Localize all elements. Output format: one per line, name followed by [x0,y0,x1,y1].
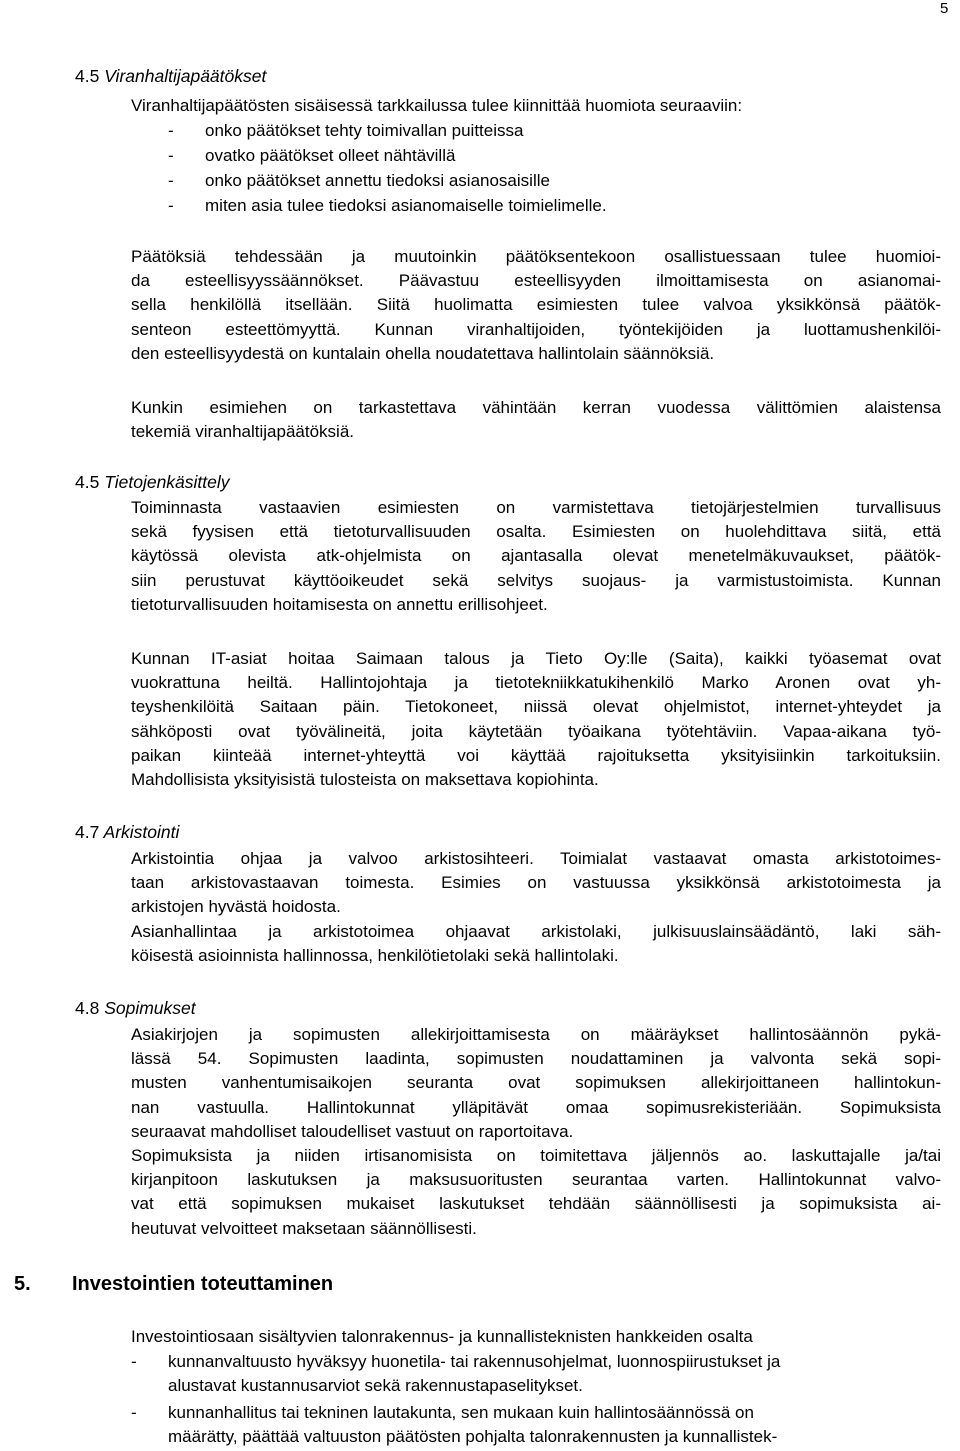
list-item-text: määrätty, päättää valtuuston päätösten pohjalta talonrakennusten ja kunnallistek- [168,1427,778,1446]
paragraph-line: sella henkilöllä itsellään. Siitä huolimatta esimiesten tulee valvoa yksikkönsä päätök- [131,295,941,315]
paragraph-line: siin perustuvat käyttöoikeudet sekä selvitys suojaus- ja varmistustoimista. Kunnan [131,570,941,590]
paragraph-line: seuraavat mahdolliset taloudelliset vastuut on raportoitava. [131,1121,574,1141]
paragraph-line: senteon esteettömyyttä. Kunnan viranhaltijoiden, työntekijöiden ja luottamushenkilöi- [131,319,941,339]
paragraph-line: tietoturvallisuuden hoitamisesta on annettu erillisohjeet. [131,594,548,614]
paragraph-line: paikan kiinteää internet-yhteyttä voi käyttää rajoituksetta yksityisiinkin tarkoituksiin. [131,745,941,765]
section-4-5-paragraph-1 [131,245,941,366]
paragraph-line: vuokrattuna heiltä. Hallintojohtaja ja tietotekniikkatukihenkilö Marko Aronen ovat yh- [131,673,941,693]
paragraph-line: taan arkistovastaavan toimesta. Esimies on vastuussa yksikkönsä arkistotoimesta ja [131,873,941,893]
section-4-5-intro [131,94,941,118]
paragraph-line: sekä fyysisen että tietoturvallisuuden osalta. Esimiesten on huolehdittava siitä, että [131,522,941,542]
paragraph-line: heutuvat velvoitteet maksetaan säännöllisesti. [131,1218,477,1238]
list-item-text: onko päätökset tehty toimivallan puitteissa [205,121,524,140]
list-item-text: alustavat kustannusarviot sekä rakennustapaselitykset. [168,1376,583,1395]
section-title: Investointien toteuttaminen [72,1273,334,1295]
section-heading-tietojenkasittely [75,472,230,493]
paragraph-line: Viranhaltijapäätösten sisäisessä tarkkailussa tulee kiinnittää huomiota seuraaviin: [131,96,743,115]
section-heading-5 [14,1273,334,1296]
section-5-intro [131,1325,941,1349]
section-tietojenkasittely-paragraph-1 [131,496,941,617]
list-item-text: ovatko päätökset olleet nähtävillä [205,146,456,165]
paragraph-line: kirjanpitoon laskutuksen ja maksusuoritusten seurantaa varten. Hallintokunnat valvo- [131,1170,941,1190]
section-title: Arkistointi [103,822,180,842]
paragraph-line: sähköposti ovat työvälineitä, joita käytetään työaikana työtehtäviin. Vapaa-aikana työ- [131,721,941,741]
section-number: 5. [14,1273,31,1295]
page-number: 5 [940,0,949,17]
section-title: Tietojenkäsittely [104,472,230,492]
paragraph-line: arkistojen hyvästä hoidosta. [131,897,341,917]
paragraph-line: Sopimuksista ja niiden irtisanomisista on toimitettava jäljennös ao. laskuttajalle ja/tai [131,1145,941,1165]
paragraph-line: Arkistointia ohjaa ja valvoo arkistosihteeri. Toimialat vastaavat omasta arkistotoimes- [131,849,941,868]
paragraph-line: köisestä asioinnista hallinnossa, henkilötietolaki sekä hallintolaki. [131,945,619,965]
paragraph-line: tekemiä viranhaltijapäätöksiä. [131,422,355,442]
section-title: Sopimukset [104,998,196,1018]
paragraph-line: lässä 54. Sopimusten laadinta, sopimusten noudattaminen ja valvonta sekä sopi- [131,1049,941,1069]
section-number: 4.7 [75,822,100,842]
paragraph-line: Päätöksiä tehdessään ja muutoinkin päätöksentekoon osallistuessaan tulee huomioi- [131,247,941,266]
section-title: Viranhaltijapäätökset [104,66,267,86]
section-heading-4-7 [75,822,179,843]
paragraph-line: Toiminnasta vastaavien esimiesten on varmistettava tietojärjestelmien turvallisuus [131,498,941,517]
paragraph-line: teyshenkilöitä Saitaan päin. Tietokoneet, niissä olevat ohjelmistot, internet-yhteydet ja [131,697,941,717]
paragraph-line: Kunnan IT-asiat hoitaa Saimaan talous ja Tieto Oy:lle (Saita), kaikki työasemat ovat [131,649,941,668]
paragraph-line: Kunkin esimiehen on tarkastettava vähintään kerran vuodessa välittömien alaistensa [131,398,941,417]
section-4-5-paragraph-2 [131,396,941,444]
section-tietojenkasittely-paragraph-2 [131,647,941,792]
paragraph-line: Asiakirjojen ja sopimusten allekirjoittamisesta on määräykset hallintosäännön pykä- [131,1025,941,1044]
paragraph-line: Mahdollisista yksityisistä tulosteista on maksettava kopiohinta. [131,769,599,789]
paragraph-line: vat että sopimuksen mukaiset laskutukset tehdään säännöllisesti ja sopimuksista ai- [131,1194,941,1214]
paragraph-line: musten vanhentumisaikojen seuranta ovat sopimuksen allekirjoittaneen hallintokun- [131,1073,941,1093]
section-number: 4.5 [75,66,100,86]
paragraph-line: nan vastuulla. Hallintokunnat ylläpitävät omaa sopimusrekisteriään. Sopimuksista [131,1097,941,1117]
section-heading-4-5 [75,66,266,87]
section-4-8-paragraph [131,1023,941,1241]
section-heading-4-8 [75,998,196,1019]
list-item-text: miten asia tulee tiedoksi asianomaiselle toimielimelle. [205,196,607,215]
section-4-7-paragraph [131,847,941,968]
section-number: 4.5 [75,472,100,492]
list-item-text: kunnanvaltuusto hyväksyy huonetila- tai rakennusohjelmat, luonnospiirustukset ja [168,1352,781,1371]
paragraph-line: da esteellisyyssäännökset. Päävastuu esteellisyyden ilmoittamisesta on asianomai- [131,271,941,291]
list-item-text: onko päätökset annettu tiedoksi asianosaisille [205,171,550,190]
paragraph-line: Asianhallintaa ja arkistotoimea ohjaavat arkistolaki, julkisuuslainsäädäntö, laki säh- [131,921,941,941]
paragraph-line: käytössä olevista atk-ohjelmista on ajantasalla olevat menetelmäkuvaukset, päätök- [131,546,941,566]
section-number: 4.8 [75,998,100,1018]
paragraph-line: den esteellisyydestä on kuntalain ohella noudatettava hallintolain säännöksiä. [131,343,715,363]
list-item-text: kunnanhallitus tai tekninen lautakunta, sen mukaan kuin hallintosäännössä on [168,1403,754,1422]
paragraph-line: Investointiosaan sisältyvien talonrakennus- ja kunnallisteknisten hankkeiden osalta [131,1327,753,1346]
